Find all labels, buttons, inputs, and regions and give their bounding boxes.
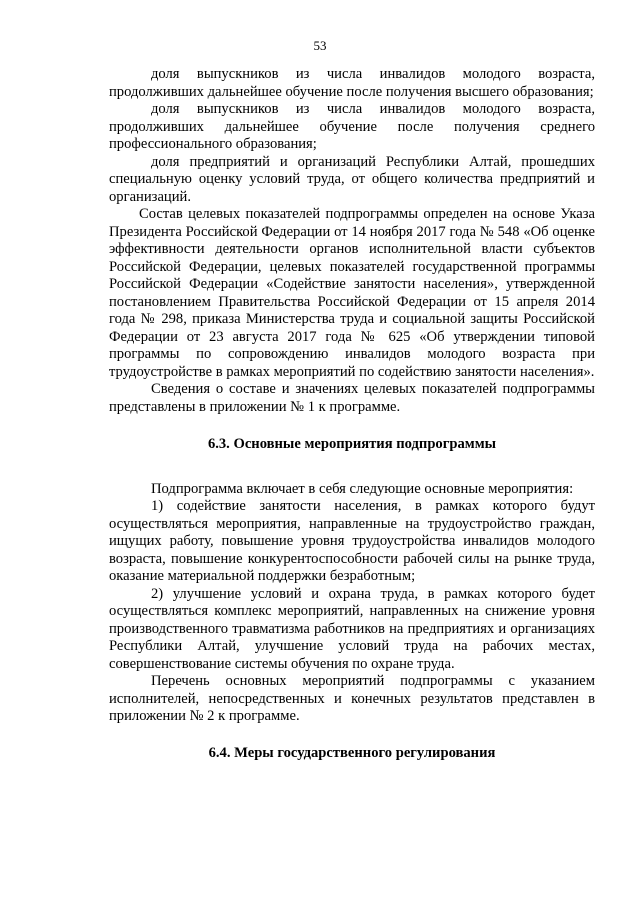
paragraph: Сведения о составе и значениях целевых показателей подпрограммы представлены в приложении № 1 к программе.	[109, 381, 595, 415]
paragraph: доля предприятий и организаций Республики Алтай, прошедших специальную оценку условий труда, от общего количества предприятий и организаций.	[109, 153, 595, 205]
document-body	[109, 66, 595, 762]
section-heading-6-3: 6.3. Основные мероприятия подпрограммы	[207, 436, 497, 452]
paragraph: Подпрограмма включает в себя следующие основные мероприятия:	[151, 480, 574, 497]
paragraph: 1) содействие занятости населения, в рамках которого будут осуществляться мероприятия, направленные на трудоустройство граждан, ищущих работу, повышение уровня трудоустройства инвалидов молодого возраста, повышение конкурентоспособности рабочей силы на рынке труда, оказание материальной поддержки безработным;	[109, 498, 595, 584]
paragraph: 2) улучшение условий и охрана труда, в рамках которого будет осуществляться комплекс мероприятий, направленных на снижение уровня производственного травматизма работников на предприятиях и организациях Республики Алтай, улучшение условий труда на рабочих местах, совершенствование системы обучения по охране труда.	[109, 585, 595, 672]
section-heading-6-4: 6.4. Меры государственного регулирования	[208, 744, 496, 761]
paragraph: доля выпускников из числа инвалидов молодого возраста, продолживших дальнейшее обучение после получения высшего образования;	[109, 66, 595, 100]
page-number: 53	[313, 38, 327, 53]
paragraph: Перечень основных мероприятий подпрограммы с указанием исполнителей, непосредственных и конечных результатов представлен в приложении № 2 к программе.	[109, 673, 595, 724]
paragraph: доля выпускников из числа инвалидов молодого возраста, продолживших дальнейшее обучение после получения среднего профессионального образования;	[109, 101, 595, 152]
paragraph: Состав целевых показателей подпрограммы определен на основе Указа Президента Российской Федерации от 14 ноября 2017 года № 548 «Об оценке эффективности деятельности органов исполнительной власти субъектов Российской Федерации, целевых показателей государственной программы Российской Федерации «Содействие занятости населения», утвержденной постановлением Правительства Российской Федерации от 15 апреля 2014 года № 298, приказа Министерства труда и социальной защиты Российской Федерации от 23 августа 2017 года № 625 «Об утверждении типовой программы по сопровождению инвалидов молодого возраста при трудоустройстве в рамках мероприятий по содействию занятости населения».	[109, 206, 595, 380]
